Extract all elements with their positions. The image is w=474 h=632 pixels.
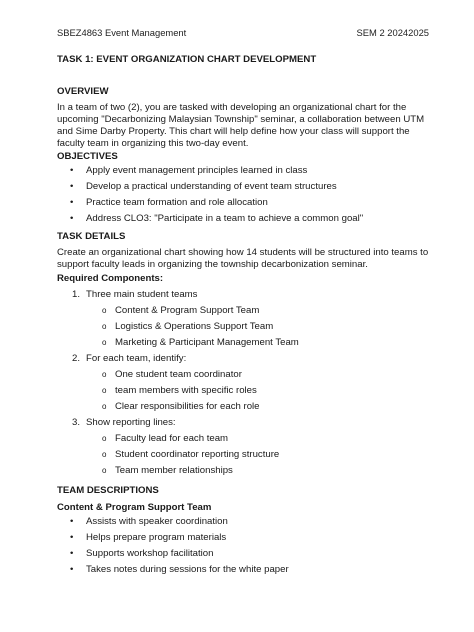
sub-list-item: o Clear responsibilities for each role [57,399,429,415]
sub-bullet-icon: o [102,306,107,315]
sub-list [57,367,429,415]
team-descriptions-heading: TEAM DESCRIPTIONS [57,485,159,496]
sub-list-item: o Content & Program Support Team [57,303,429,319]
overview-text: In a team of two (2), you are tasked with developing an organizational chart for the upcoming "Decarbonizing Malaysian Township" seminar, a collaboration between UTM and Sime Darby Property. This chart will help define how your class will support the faculty team in organizing this two-day event. [57,102,425,149]
sub-list-item: o Marketing & Participant Management Team [57,335,429,351]
sub-bullet-icon: o [102,434,107,443]
bullet-icon: • [70,197,74,208]
sub-list-item: o One student team coordinator [57,367,429,383]
list-item: • Helps prepare program materials [57,530,429,546]
sub-list [57,303,429,351]
list-item: 2. For each team, identify: [72,353,187,364]
bullet-icon: • [70,165,74,176]
list-item: • Develop a practical understanding of event team structures [57,179,429,195]
sub-list-item: o Student coordinator reporting structure [57,447,429,463]
sub-list [57,431,429,479]
list-item: • Assists with speaker coordination [57,514,429,530]
sub-bullet-icon: o [102,370,107,379]
sub-bullet-icon: o [102,338,107,347]
page-header [57,27,429,39]
required-components-heading: Required Components: [57,273,164,284]
bullet-icon: • [70,548,74,559]
list-item: • Practice team formation and role allocation [57,195,429,211]
list-item: • Takes notes during sessions for the white paper [57,562,429,578]
list-item: • Supports workshop facilitation [57,546,429,562]
semester-label: SEM 2 20242025 [356,27,429,38]
sub-bullet-icon: o [102,322,107,331]
bullet-icon: • [70,516,74,527]
task-details-heading: TASK DETAILS [57,231,126,242]
required-components-list [57,287,429,479]
task-details-text: Create an organizational chart showing how 14 students will be structured into teams to support faculty leads in organizing the township decarbonization seminar. [57,247,429,270]
sub-list-item: o Logistics & Operations Support Team [57,319,429,335]
bullet-icon: • [70,564,74,575]
sub-bullet-icon: o [102,386,107,395]
list-item: • Apply event management principles learned in class [57,163,429,179]
team-duties-list [57,514,429,578]
bullet-icon: • [70,532,74,543]
team-subheading: Content & Program Support Team [57,502,212,513]
course-code: SBEZ4863 Event Management [57,27,187,38]
objectives-heading: OBJECTIVES [57,151,118,162]
list-item: • Address CLO3: "Participate in a team to achieve a common goal" [57,211,429,227]
overview-heading: OVERVIEW [57,86,109,97]
sub-list-item: o Faculty lead for each team [57,431,429,447]
list-item: 3. Show reporting lines: [72,417,176,428]
sub-list-item: o Team member relationships [57,463,429,479]
bullet-icon: • [70,213,74,224]
list-item: 1. Three main student teams [72,289,198,300]
sub-list-item: o team members with specific roles [57,383,429,399]
sub-bullet-icon: o [102,466,107,475]
task-title: TASK 1: EVENT ORGANIZATION CHART DEVELOPMENT [57,54,317,65]
sub-bullet-icon: o [102,450,107,459]
objectives-list [57,163,429,227]
sub-bullet-icon: o [102,402,107,411]
bullet-icon: • [70,181,74,192]
